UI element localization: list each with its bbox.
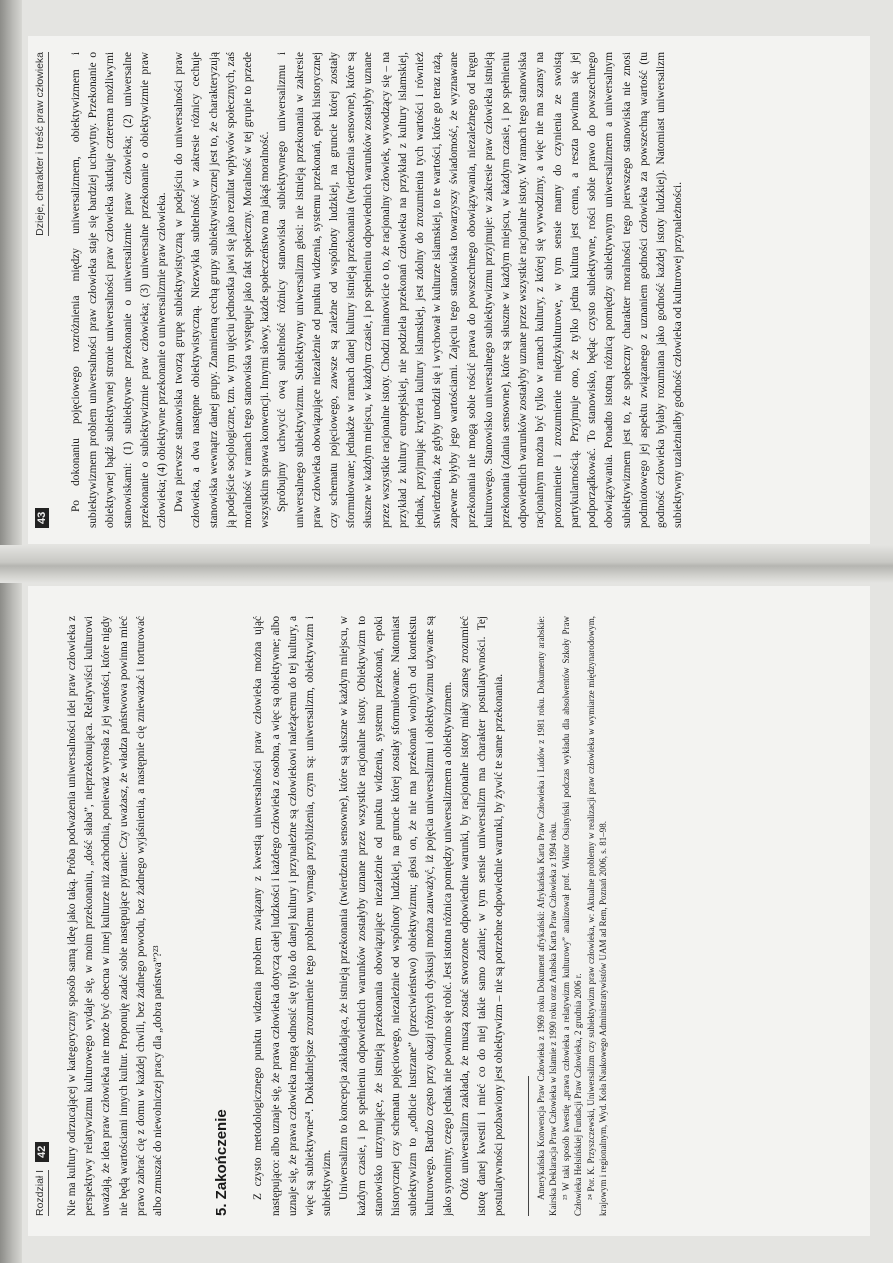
- page-43-body: [68, 52, 858, 528]
- running-head: Dzieje, charakter i treść praw człowieka: [34, 52, 49, 236]
- page-43-rotated-content: [28, 36, 870, 544]
- page-42-body: [64, 616, 864, 1216]
- footnote-list: [535, 616, 609, 1216]
- running-head: Rozdział I: [34, 1170, 49, 1216]
- page-42: [28, 586, 870, 1236]
- page-42-rotated-content: [28, 586, 870, 1236]
- paragraph: Spróbujmy uchwycić ową subtelność różnicy stanowiska subiektywnego uniwersalizmu i uniwersalnego subiektywizmu. Subiektywny uniwersalizm głosi: nie istnieją przekonania w zakresie praw człowieka obowiązujące niezależnie od punktu widzenia, systemu przekonań, epoki historycznej czy schematu pojęciowego, zawsze są zależne od wspólnoty ludzkiej, na gruncie której zostały sformułowane; jednakże w ramach danej kultury istnieją przekonania (twierdzenia sensowne), które są słuszne w każdym miejscu, w każdym czasie, i po spełnieniu odpowiednich warunków zostałyby uznane przez wszystkie racjonalne istoty. Chodzi mianowicie o to, że racjonalny człowiek, wywodzący się – na przykład z kultury europejskiej, nie podziela przekonań człowieka na przykład z kultury islamskiej, jednak, przyjmując kryteria kultury islamskiej, jest zdolny do zrozumienia tych wartości i również stwierdzenia, że gdyby urodził się i wychował w kulturze islamskiej, to te wartości, które go teraz rażą, zapewne byłyby jego wartościami. Zajęciu tego stanowiska towarzyszy świadomość, że wyznawane przekonania nie mogą sobie rościć prawa do powszechnego obowiązywania, niezależnego od kręgu kulturowego. Stanowisko uniwersalnego subiektywizmu przyjmuje: w zakresie praw człowieka istnieją przekonania (zdania sensowne), które są słuszne w każdym miejscu, w każdym czasie, i po spełnieniu odpowiednich warunków zostałyby uznane przez wszystkie racjonalne istoty. W ramach tego stanowiska racjonalnym można być tylko w ramach kultury, z której się wywodzimy, a więc nie ma szansy na porozumienie i zrozumienie międzykulturowe, w tym sensie mamy do czynienia ze swoistą partykularnością. Przyjmuje ono, że tylko jedna kultura jest cenna, a reszta powinna się jej podporządkować. To stanowisko, będąc czysto subiektywne, rości sobie prawo do powszechnego obowiązywania. Ponadto istotną różnicą pomiędzy subiektywnym uniwersalizmem a uniwersalnym subiektywizmem jest to, że społeczny charakter moralności tego pierwszego stanowiska nie znosi podmiotowego jej aspektu związanego z uznaniem godności człowieka za powszechną wartość (tu godność człowieka byłaby rozumiana jako godność każdej istoty ludzkiej). Natomiast uniwersalizm subiektywny uzależniałby godność człowieka od kulturowej przynależności.: [276, 52, 685, 528]
- page-43-header: [34, 52, 49, 528]
- paragraph: Dwa pierwsze stanowiska tworzą grupę subiektywistyczną w podejściu do uniwersalności praw człowieka, a dwa następne obiektywistyczną. Niezwykła subtelność w zakresie różnicy cechuje stanowiska wewnątrz danej grupy. Znamienną cechą grupy subiektywistycznej jest to, że charakteryzują ją podejście socjologiczne, tzn. w tym ujęciu jednostka jawi się jako rezultat wpływów społecznych, zaś moralność w ramach tego stanowiska występuje jako fakt społeczny. Moralność w tej grupie to przede wszystkim sprawa konwencji. Innymi słowy, każde społeczeństwo ma jakąś moralność.: [173, 52, 272, 528]
- paragraph: Z czysto metodologicznego punktu widzenia problem związany z kwestią uniwersalności praw człowieka można ująć następująco: albo uznaje się, że prawa człowieka dotyczą całej ludzkości i każdego człowieka z osobna, a więc są obiektywne; albo uznaje się, że prawa człowieka mogą odnosić się tylko do danej kultury i przynależne są człowiekowi należącemu do tej kultury, a więc są subiektywne²⁴. Dokładniejsze zrozumienie tego problemu wymaga przybliżenia, czym są: uniwersalizm, obiektywizm i subiektywizm.: [252, 616, 334, 1216]
- paragraph: Po dokonaniu pojęciowego rozróżnienia między uniwersalizmem, obiektywizmem i subiektywizmem problem uniwersalności praw człowieka staje się bardziej uchwytny. Przekonanie o obiektywnej bądź subiektywnej stronie uniwersalności praw człowieka skutkuje czterema możliwymi stanowiskami: (1) subiektywne przekonanie o uniwersalizmie praw człowieka; (2) uniwersalne przekonanie o subiektywizmie praw człowieka; (3) uniwersalne przekonanie o obiektywizmie praw człowieka; (4) obiektywne przekonanie o uniwersalizmie praw człowieka.: [70, 52, 169, 528]
- section-title: 5. Zakończenie: [213, 1109, 231, 1216]
- paragraph: Uniwersalizm to koncepcja zakładająca, że istnieją przekonania (twierdzenia sensowne), które są słuszne w każdym miejscu, w każdym czasie, i po spełnieniu odpowiednich warunków zostałyby uznane przez wszystkie racjonalne istoty. Obiektywizm to stanowisko utrzymujące, że istnieją przekonania obowiązujące niezależnie od punktu widzenia, systemu przekonań, epoki historycznej czy schematu pojęciowego, niezależnie od wspólnoty ludzkiej, na gruncie której zostały sformułowane. Natomiast subiektywizm to „odbicie lustrzane” (przeciwieństwo) obiektywizmu; głosi on, że nie ma przekonań wolnych od kontekstu kulturowego. Bardzo często przy okazji różnych dyskusji można zauważyć, iż pojęcia uniwersalizmu i obiektywizmu używane są jako synonimy, czego jednak nie powinno się robić. Jest istotna różnica pomiędzy uniwersalizmem a obiektywizmem.: [338, 616, 454, 1216]
- scan-gutter-shadow: [0, 0, 22, 1263]
- page-number: 43: [35, 508, 49, 528]
- book-fold: [0, 545, 893, 583]
- page-number: 42: [35, 1142, 49, 1162]
- footnote-rule: [528, 1076, 529, 1216]
- paragraph: Nie ma kultury odrzucającej w kategoryczny sposób samą ideę jako taką. Próba podważenia uniwersalności idei praw człowieka z perspektywy relatywizmu kulturowego wydaje się, w moim przekonaniu, „dość słaba”, nieprzekonująca. Relatywiści kulturowi uważają, że idea praw człowieka nie może być obecna w innej kulturze niż zachodnia, ponieważ wyrosła z jej wartości, które nigdy nie będą wartościami innych kultur. Proponuję zadać sobie następujące pytanie: Czy uważasz, że władza państwowa powinna mieć prawo zabrać cię z domu w każdej chwili, bez żadnego powodu, bez żadnego wyjaśnienia, a następnie cię znieważać i torturować albo zmuszać do niewolniczej pracy dla „dobra państwa”?²³: [66, 616, 165, 1216]
- footnotes: [528, 616, 609, 1216]
- footnote: ²³ W taki sposób kwestię „prawa człowieka a relatywizm kulturowy” analizował prof. Wiktor Osiatyński podczas wykładu dla absolwentów Szkoły Praw Człowieka Helsińskiej Fundacji Praw Człowieka, 2 grudnia 2006 r.: [561, 616, 584, 1216]
- paragraph: Otóż uniwersalizm zakłada, że muszą zostać stworzone odpowiednie warunki, by racjonalne istoty miały szansę zrozumieć istotę danej kwestii i mieć co do niej takie samo zdanie; w tym sensie uniwersalizm ma charakter postulatywności. Tej postulatywności pozbawiony jest obiektywizm – nie są potrzebne odpowiednie warunki, by żywić te same przekonania.: [458, 616, 506, 1216]
- footnote: Amerykańska Konwencja Praw Człowieka z 1969 roku Dokument afrykański: Afrykańska Karta Praw Człowieka i Ludów z 1981 roku. Dokumenty arabskie: Kairska Deklaracja Praw Człowieka w Islamie z 1990 roku oraz Arabska Karta Praw Człowieka z 1994 roku.: [536, 616, 559, 1216]
- page-43: [28, 36, 870, 544]
- page-42-header: [34, 736, 49, 1216]
- footnote: ²⁴ Por. K. Przyszczewski, Uniwersalizm czy subiektywizm praw człowieka, w: Aktualne problemy w realizacji praw człowieka w wymiarze międzynarodowym, krajowym i regionalnym, Wyd. Koła Naukowego Administratywistów UAM ad Rem, Poznań 2006, s. 81–98.: [586, 616, 609, 1216]
